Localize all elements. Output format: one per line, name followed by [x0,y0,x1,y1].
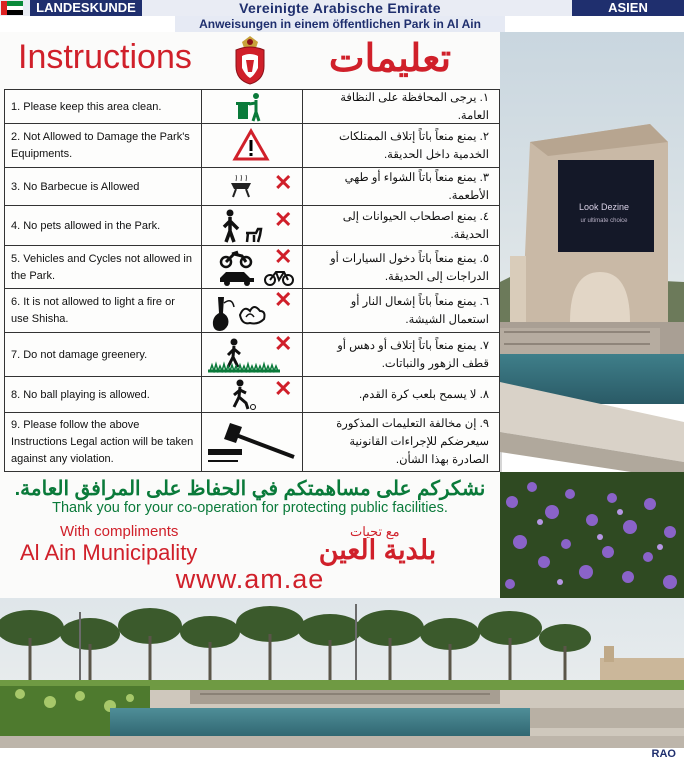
instruction-text-ar: ٣. يمنع منعاً باتاً الشواء أو طهي الأطعمة. [344,172,489,202]
instruction-text-ar: ٨. لا يسمح بلعب كرة القدم. [358,389,489,401]
instruction-text-en: 6. It is not allowed to light a fire or use Shisha. [11,296,175,325]
barbecue-grill-icon [228,175,254,199]
person-with-dog-icon [220,209,264,243]
tab-asien[interactable]: ASIEN [572,0,684,16]
instruction-row-8 [4,376,500,414]
park-monument-photo [500,32,684,598]
instruction-text-en: 3. No Barbecue is Allowed [11,180,140,193]
prohibited-mark-icon: ✕ [274,170,293,195]
compliments-english: With compliments [60,523,179,540]
sign-title-english: Instructions [18,38,192,76]
instruction-row-2 [4,123,500,169]
instruction-row-5 [4,245,500,290]
instruction-text-ar: ٩. إن مخالفة التعليمات المذكورة سيعرضكم للإجراءات القانونية الصادرة بهذا الشأن. [336,418,489,466]
thanks-text-arabic: نشكركم على مساهمتكم في الحفاظ على المرافق العامة. [14,478,486,500]
litter-bin-icon [232,92,268,122]
instruction-text-en: 8. No ball playing is allowed. [11,388,150,401]
tab-landeskunde[interactable]: LANDESKUNDE [30,0,142,16]
prohibited-mark-icon: ✕ [274,287,293,312]
person-on-grass-icon [208,337,280,373]
municipality-english: Al Ain Municipality [20,540,198,565]
instruction-text-en: 1. Please keep this area clean. [11,100,162,113]
instruction-row-3 [4,167,500,207]
instruction-text-ar: ٦. يمنع منعاً باتاً إشعال النار أو استعمال الشيشة. [350,296,489,326]
uae-flag-icon [1,1,23,15]
prohibited-mark-icon: ✕ [274,207,293,232]
instruction-text-ar: ٢. يمنع منعاً باتاً إتلاف الممتلكات الخدمية داخل الحديقة. [338,131,489,161]
instruction-text-ar: ٧. يمنع منعاً باتاً إتلاف أو دهس أو قطف الزهور والنباتات. [337,340,489,370]
footer-bar [0,748,684,762]
shisha-fire-icon [210,291,270,331]
instruction-row-4 [4,205,500,247]
instruction-text-en: 9. Please follow the above Instructions Legal action will be taken against any violation. [11,418,194,465]
thanks-text-english: Thank you for your co-operation for protecting public facilities. [52,500,448,516]
instruction-row-9 [4,412,500,472]
instruction-text-en: 5. Vehicles and Cycles not allowed in the Park. [11,252,192,282]
park-fountain-photo [0,598,684,748]
municipality-arabic: بلدية العين [318,535,437,565]
instruction-text-ar: ١. يرجى المحافظة على النظافة العامة. [340,92,489,122]
instruction-text-en: 7. Do not damage greenery. [11,348,148,361]
sign-title-arabic: تعليمات [328,38,452,80]
photo-credit: RAO [651,748,676,760]
page-subtitle: Anweisungen in einem öffentlichen Park in Al Ain [175,16,505,32]
instruction-text-en: 2. Not Allowed to Damage the Park's Equipments. [11,131,190,160]
prohibited-mark-icon: ✕ [274,376,293,401]
warning-triangle-icon [232,128,270,162]
compliments-arabic: مع تحيات [350,524,400,539]
instruction-text-ar: ٤. يمنع اصطحاب الحيوانات إلى الحديقة. [342,211,489,241]
page-title: Vereinigte Arabische Emirate [239,0,441,16]
instruction-row-7 [4,332,500,378]
instruction-row-6 [4,288,500,334]
instruction-row-1 [4,89,500,125]
prohibited-mark-icon: ✕ [274,331,293,356]
svg-text:Look Dezine: Look Dezine [578,202,630,212]
ball-player-icon [228,379,258,411]
svg-text:ur ultimate choice: ur ultimate choice [580,218,628,224]
abu-dhabi-emblem-icon [228,34,272,86]
instruction-text-en: 4. No pets allowed in the Park. [11,219,161,232]
instruction-text-ar: ٥. يمنع منعاً باتاً دخول السيارات أو الدراجات إلى الحديقة. [330,252,489,283]
gavel-icon [208,419,296,463]
prohibited-mark-icon: ✕ [274,244,293,269]
municipality-website-link[interactable]: www.am.ae [175,564,325,594]
